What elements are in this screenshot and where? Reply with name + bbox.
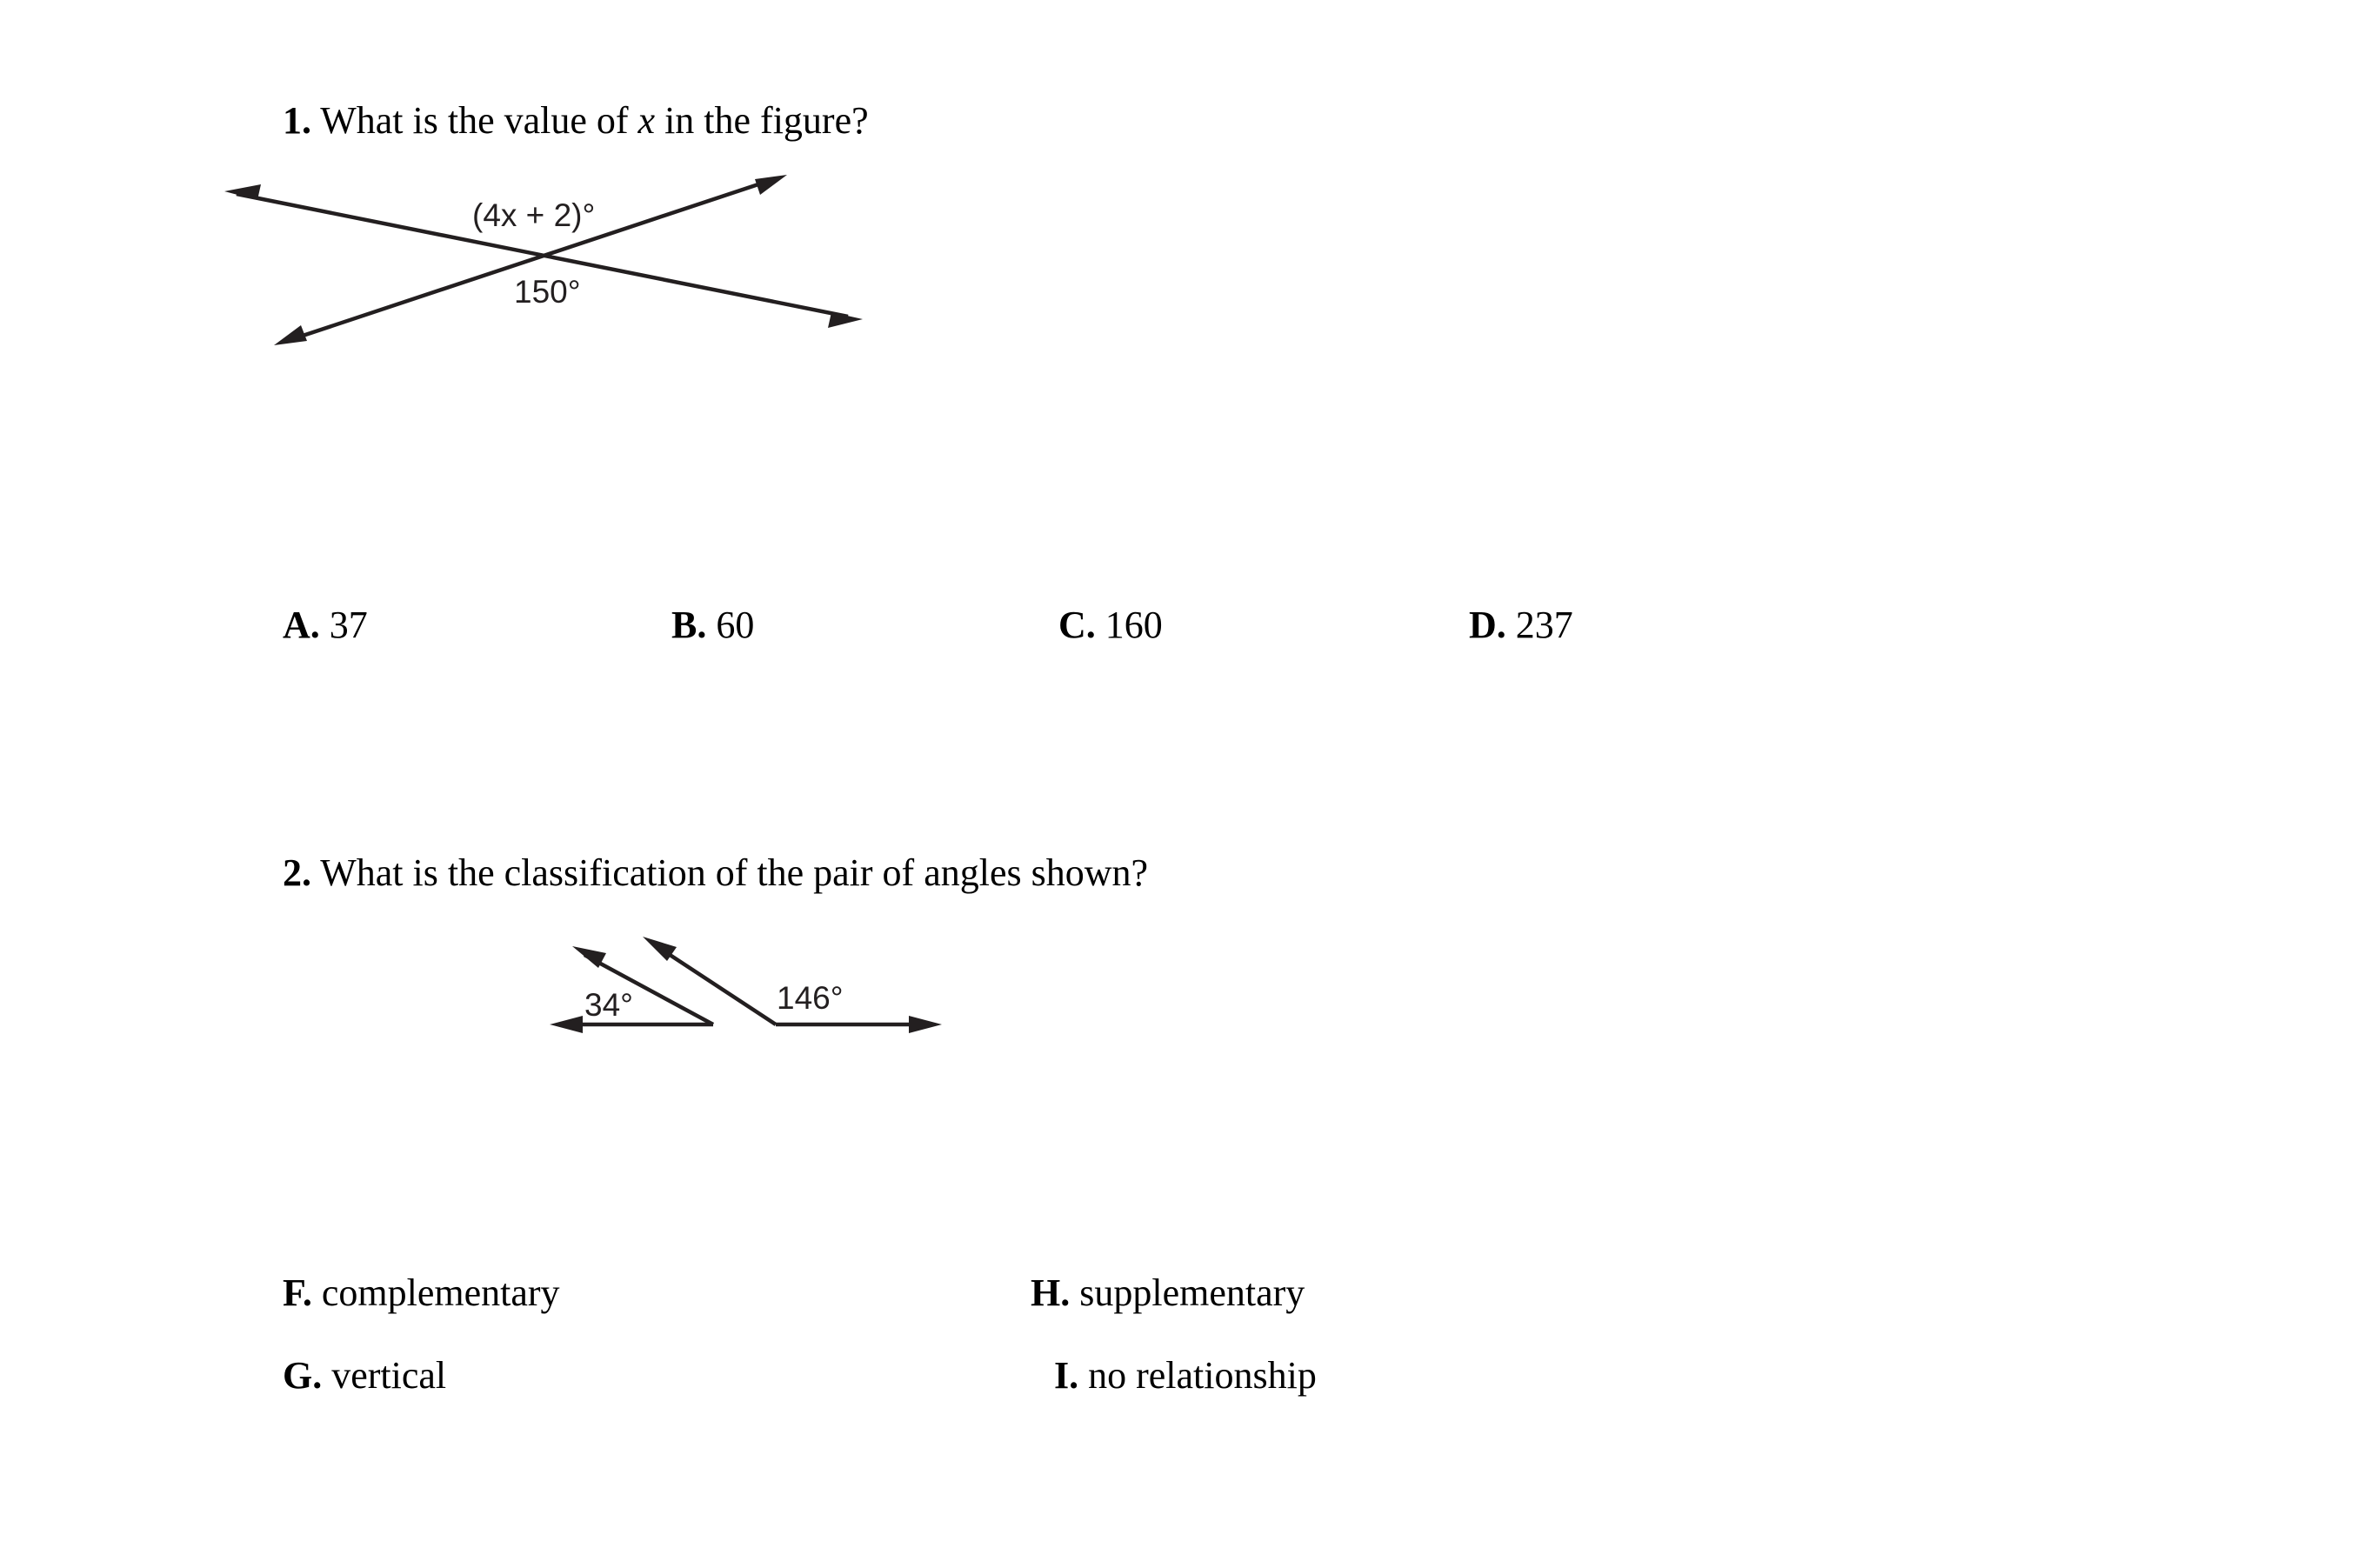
question-2-text: What is the classification of the pair of angles shown? — [320, 851, 1149, 894]
choice-i-value: no relationship — [1088, 1354, 1317, 1397]
right-angle-label: 146° — [777, 980, 844, 1016]
choice-d-value: 237 — [1515, 604, 1573, 646]
left-angle-arrow-base — [550, 1016, 583, 1033]
choice-f-letter: F. — [283, 1271, 312, 1314]
choice-h-value: supplementary — [1079, 1271, 1305, 1314]
choice-b-letter: B. — [671, 604, 707, 646]
question-1-variable: x — [637, 99, 656, 142]
choice-c-letter: C. — [1058, 604, 1096, 646]
left-angle-label: 34° — [584, 987, 633, 1023]
choice-i-letter: I. — [1054, 1354, 1079, 1397]
question-1-number: 1. — [283, 99, 311, 142]
angle-label-top: (4x + 2)° — [472, 197, 596, 233]
choice-f-value: complementary — [321, 1271, 560, 1314]
choice-a-value: 37 — [329, 604, 368, 646]
choice-g-letter: G. — [283, 1354, 323, 1397]
choice-h[interactable] — [1031, 1271, 1305, 1314]
choice-g-value: vertical — [331, 1354, 447, 1397]
angle-label-bottom: 150° — [514, 274, 581, 310]
choice-g[interactable] — [283, 1354, 447, 1397]
choice-d-letter: D. — [1469, 604, 1506, 646]
choice-c-value: 160 — [1105, 604, 1163, 646]
choice-h-letter: H. — [1031, 1271, 1071, 1314]
right-angle-ray-slant — [654, 944, 776, 1024]
choice-f[interactable] — [283, 1271, 560, 1314]
right-angle-arrow-base — [909, 1016, 942, 1033]
choice-i[interactable] — [1054, 1354, 1317, 1397]
choice-a-letter: A. — [283, 604, 320, 646]
question-2-number: 2. — [283, 851, 311, 894]
choice-b-value: 60 — [716, 604, 755, 646]
question-1-text-after: in the figure? — [655, 99, 869, 142]
question-1-text-before: What is the value of — [320, 99, 638, 142]
